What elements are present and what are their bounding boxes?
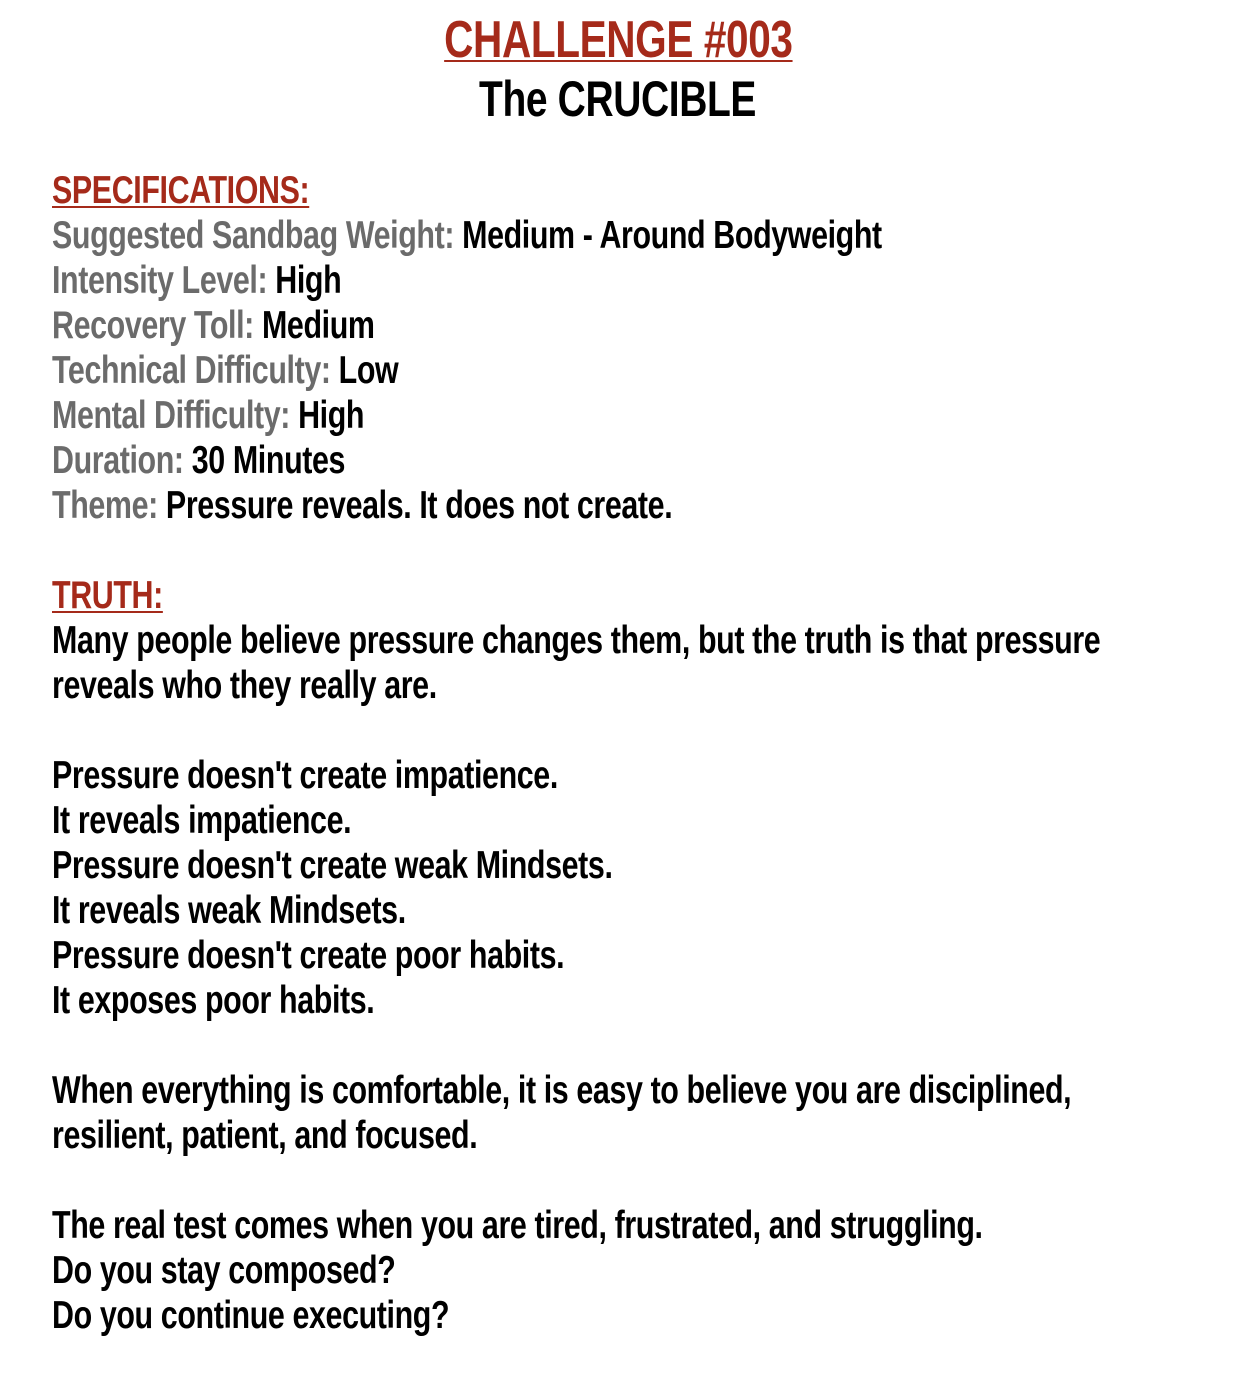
spec-value: Pressure reveals. It does not create. [165, 484, 673, 527]
spec-label: Technical Difficulty: [52, 349, 331, 392]
spec-row-intensity-level [52, 258, 1232, 303]
truth-paragraph-line: It reveals weak Mindsets. [52, 889, 406, 932]
spec-row-mental-difficulty [52, 393, 1232, 438]
spec-label: Duration: [52, 439, 184, 482]
truth-heading: TRUTH: [52, 574, 163, 617]
spec-label: Intensity Level: [52, 259, 268, 302]
truth-paragraph-line: It reveals impatience. [52, 799, 352, 842]
truth-paragraph-line: Do you stay composed? [52, 1249, 396, 1292]
truth-paragraph-line: reveals who they really are. [52, 664, 437, 707]
truth-paragraph-line: Pressure doesn't create weak Mindsets. [52, 844, 613, 887]
spec-value: 30 Minutes [191, 439, 346, 482]
challenge-title-text: CHALLENGE #003 [443, 11, 793, 69]
challenge-subtitle-text: The CRUCIBLE [479, 71, 757, 127]
spec-value: Medium - Around Bodyweight [462, 214, 882, 257]
spacer [52, 528, 1232, 573]
spacer [52, 1023, 1232, 1068]
spacer [52, 1158, 1232, 1203]
spec-label: Theme: [52, 484, 158, 527]
truth-paragraph-line: Pressure doesn't create impatience. [52, 754, 558, 797]
spec-value: Medium [261, 304, 375, 347]
truth-paragraph-line: Pressure doesn't create poor habits. [52, 934, 565, 977]
challenge-title [0, 10, 1236, 70]
truth-paragraph-line: The real test comes when you are tired, frustrated, and struggling. [52, 1204, 983, 1247]
spec-row-technical-difficulty [52, 348, 1232, 393]
spec-row-sandbag-weight [52, 213, 1232, 258]
truth-paragraph-line: Many people believe pressure changes them, but the truth is that pressure [52, 619, 1101, 662]
truth-paragraph-line: resilient, patient, and focused. [52, 1114, 478, 1157]
spec-row-theme [52, 483, 1232, 528]
truth-paragraph-line: When everything is comfortable, it is easy to believe you are disciplined, [52, 1069, 1072, 1112]
spec-value: High [275, 259, 342, 302]
truth-paragraph-line: Do you continue executing? [52, 1294, 450, 1337]
spacer [52, 708, 1232, 753]
spec-value: Low [338, 349, 399, 392]
truth-paragraph-line: It exposes poor habits. [52, 979, 375, 1022]
challenge-subtitle [0, 70, 1236, 128]
specifications-heading: SPECIFICATIONS: [52, 169, 310, 212]
spec-label: Recovery Toll: [52, 304, 254, 347]
spec-label: Mental Difficulty: [52, 394, 291, 437]
document-body [52, 168, 1232, 1338]
spec-value: High [298, 394, 365, 437]
spec-label: Suggested Sandbag Weight: [52, 214, 455, 257]
spec-row-recovery-toll [52, 303, 1232, 348]
spec-row-duration [52, 438, 1232, 483]
